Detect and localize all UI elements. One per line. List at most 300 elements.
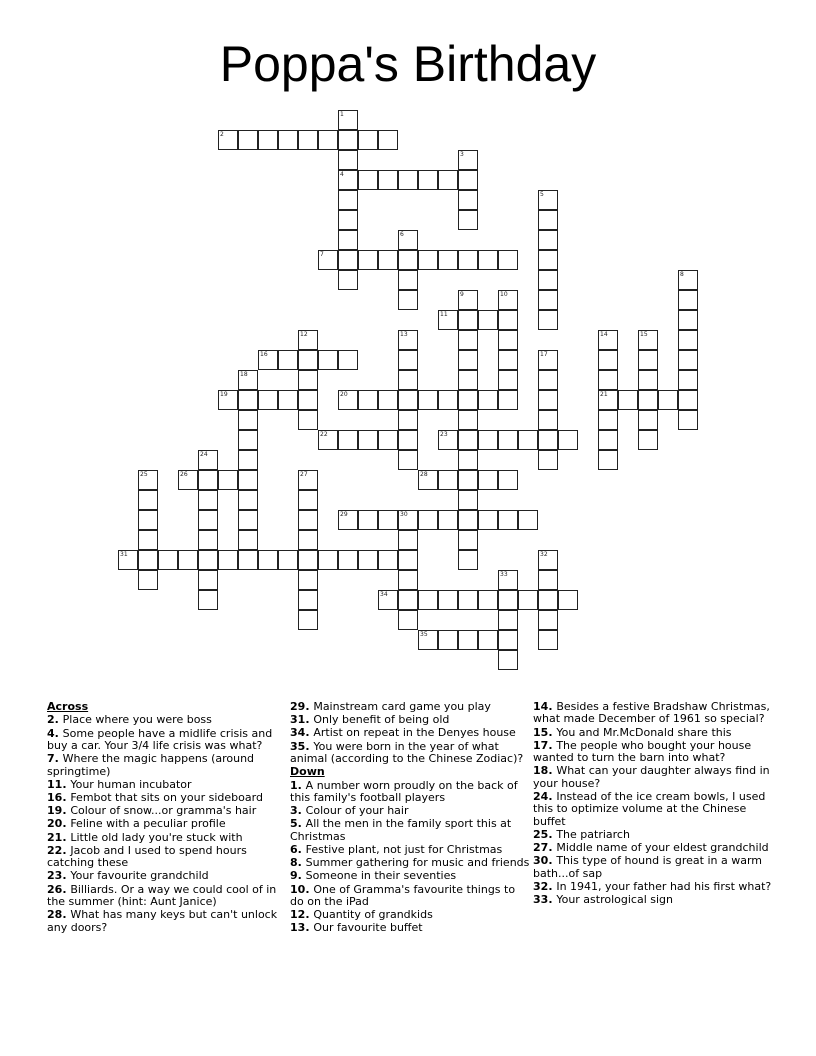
grid-cell[interactable] (458, 510, 478, 530)
clue-number-dot: . (548, 725, 557, 739)
grid-cell[interactable] (418, 250, 438, 270)
grid-cell[interactable] (478, 250, 498, 270)
grid-cell[interactable] (458, 470, 478, 490)
clue-number: 25 (533, 828, 549, 842)
grid-cell[interactable] (338, 430, 358, 450)
clue-number: 23 (47, 869, 63, 883)
clue-number-dot: . (305, 882, 314, 896)
grid-cell[interactable] (458, 630, 478, 650)
grid-cell[interactable] (238, 510, 258, 530)
clue-text: Artist on repeat in the Denyes house (313, 726, 516, 740)
grid-cell[interactable] (238, 430, 258, 450)
grid-cell[interactable] (458, 330, 478, 350)
grid-cell[interactable] (538, 210, 558, 230)
clue-number: 35 (290, 739, 306, 753)
grid-cell[interactable] (678, 270, 698, 290)
grid-cell[interactable] (238, 470, 258, 490)
cell-number: 8 (680, 271, 684, 278)
grid-cell[interactable] (458, 170, 478, 190)
grid-cell[interactable] (198, 450, 218, 470)
grid-cell[interactable] (238, 450, 258, 470)
grid-cell[interactable] (438, 310, 458, 330)
clue-number-dot: . (297, 778, 306, 792)
grid-cell[interactable] (298, 130, 318, 150)
grid-cell[interactable] (678, 410, 698, 430)
grid-cell[interactable] (338, 110, 358, 130)
grid-cell[interactable] (398, 250, 418, 270)
grid-cell[interactable] (238, 410, 258, 430)
clue-text: Summer gathering for music and friends (305, 856, 530, 870)
down-clue (290, 780, 530, 805)
grid-cell[interactable] (458, 150, 478, 170)
grid-cell[interactable] (538, 350, 558, 370)
cell-number: 29 (340, 511, 348, 518)
across-clue (290, 741, 530, 766)
clue-number: 34 (290, 726, 306, 740)
grid-cell[interactable] (398, 590, 418, 610)
grid-cell[interactable] (378, 390, 398, 410)
clue-number-dot: . (62, 804, 71, 818)
grid-cell[interactable] (498, 610, 518, 630)
down-clue (533, 765, 773, 790)
grid-cell[interactable] (498, 290, 518, 310)
grid-cell[interactable] (298, 570, 318, 590)
grid-cell[interactable] (418, 590, 438, 610)
grid-cell[interactable] (238, 490, 258, 510)
grid-cell[interactable] (598, 410, 618, 430)
grid-cell[interactable] (538, 410, 558, 430)
grid-cell[interactable] (538, 370, 558, 390)
grid-cell[interactable] (478, 310, 498, 330)
clue-text: All the men in the family sport this at Christmas (290, 817, 512, 843)
clue-text: Some people have a midlife crisis and buy a car. Your 3/4 life crisis was what? (47, 726, 273, 753)
grid-cell[interactable] (398, 330, 418, 350)
grid-cell[interactable] (198, 590, 218, 610)
clue-text: Festive plant, not just for Christmas (305, 843, 503, 857)
grid-cell[interactable] (298, 490, 318, 510)
grid-cell[interactable] (498, 430, 518, 450)
grid-cell[interactable] (458, 590, 478, 610)
cell-number: 18 (240, 371, 248, 378)
grid-cell[interactable] (318, 250, 338, 270)
grid-cell[interactable] (338, 510, 358, 530)
grid-cell[interactable] (298, 370, 318, 390)
clue-number-dot: . (548, 828, 557, 842)
grid-cell[interactable] (478, 390, 498, 410)
grid-cell[interactable] (358, 390, 378, 410)
grid-cell[interactable] (558, 590, 578, 610)
clue-text: Feline with a peculiar profile (70, 817, 226, 831)
cell-number: 14 (600, 331, 608, 338)
grid-cell[interactable] (378, 250, 398, 270)
grid-cell[interactable] (478, 430, 498, 450)
grid-cell[interactable] (218, 130, 238, 150)
grid-cell[interactable] (498, 650, 518, 670)
grid-cell[interactable] (358, 550, 378, 570)
grid-cell[interactable] (278, 130, 298, 150)
grid-cell[interactable] (538, 250, 558, 270)
grid-cell[interactable] (438, 250, 458, 270)
grid-cell[interactable] (178, 550, 198, 570)
grid-cell[interactable] (398, 390, 418, 410)
clues-column-1 (47, 701, 287, 935)
grid-cell[interactable] (538, 610, 558, 630)
grid-cell[interactable] (538, 450, 558, 470)
grid-cell[interactable] (238, 530, 258, 550)
clue-number-dot: . (548, 880, 557, 894)
grid-cell[interactable] (538, 310, 558, 330)
grid-cell[interactable] (378, 170, 398, 190)
grid-cell[interactable] (358, 250, 378, 270)
grid-cell[interactable] (318, 350, 338, 370)
grid-cell[interactable] (338, 550, 358, 570)
grid-cell[interactable] (498, 350, 518, 370)
grid-cell[interactable] (398, 530, 418, 550)
grid-cell[interactable] (238, 370, 258, 390)
grid-cell[interactable] (278, 550, 298, 570)
down-heading: Down (290, 765, 325, 779)
grid-cell[interactable] (378, 130, 398, 150)
grid-cell[interactable] (358, 430, 378, 450)
grid-cell[interactable] (298, 550, 318, 570)
grid-cell[interactable] (598, 330, 618, 350)
clue-text: Fembot that sits on your sideboard (70, 791, 263, 805)
clue-number-dot: . (297, 869, 306, 883)
grid-cell[interactable] (478, 510, 498, 530)
grid-cell[interactable] (398, 230, 418, 250)
grid-cell[interactable] (498, 470, 518, 490)
grid-cell[interactable] (338, 130, 358, 150)
grid-cell[interactable] (278, 390, 298, 410)
clue-text: The patriarch (556, 828, 630, 842)
grid-cell[interactable] (258, 350, 278, 370)
clue-number: 8 (290, 856, 298, 870)
grid-cell[interactable] (138, 550, 158, 570)
grid-cell[interactable] (398, 270, 418, 290)
grid-cell[interactable] (198, 490, 218, 510)
grid-cell[interactable] (378, 430, 398, 450)
grid-cell[interactable] (458, 290, 478, 310)
grid-cell[interactable] (378, 510, 398, 530)
grid-cell[interactable] (118, 550, 138, 570)
grid-cell[interactable] (358, 510, 378, 530)
grid-cell[interactable] (338, 210, 358, 230)
grid-cell[interactable] (238, 550, 258, 570)
cell-number: 34 (380, 591, 388, 598)
grid-cell[interactable] (458, 430, 478, 450)
grid-cell[interactable] (498, 370, 518, 390)
grid-cell[interactable] (458, 350, 478, 370)
grid-cell[interactable] (198, 510, 218, 530)
across-clue (47, 818, 287, 830)
grid-cell[interactable] (318, 130, 338, 150)
grid-cell[interactable] (478, 630, 498, 650)
grid-cell[interactable] (418, 630, 438, 650)
grid-cell[interactable] (218, 470, 238, 490)
grid-cell[interactable] (238, 390, 258, 410)
clue-number-dot: . (54, 726, 63, 740)
grid-cell[interactable] (138, 490, 158, 510)
grid-cell[interactable] (678, 310, 698, 330)
cell-number: 21 (600, 391, 608, 398)
grid-cell[interactable] (338, 390, 358, 410)
clue-number: 17 (533, 738, 549, 752)
grid-cell[interactable] (398, 450, 418, 470)
cell-number: 9 (460, 291, 464, 298)
grid-cell[interactable] (238, 130, 258, 150)
clue-number: 22 (47, 843, 63, 857)
grid-cell[interactable] (158, 550, 178, 570)
grid-cell[interactable] (338, 270, 358, 290)
grid-cell[interactable] (258, 550, 278, 570)
grid-cell[interactable] (498, 630, 518, 650)
clues-column-2 (290, 701, 530, 936)
grid-cell[interactable] (458, 210, 478, 230)
down-clue (290, 844, 530, 856)
clue-number: 30 (533, 854, 549, 868)
grid-cell[interactable] (458, 190, 478, 210)
clue-text: Your human incubator (70, 777, 192, 791)
grid-cell[interactable] (678, 390, 698, 410)
grid-cell[interactable] (538, 190, 558, 210)
grid-cell[interactable] (638, 390, 658, 410)
grid-cell[interactable] (658, 390, 678, 410)
grid-cell[interactable] (638, 430, 658, 450)
cell-number: 3 (460, 151, 464, 158)
grid-cell[interactable] (298, 610, 318, 630)
grid-cell[interactable] (318, 550, 338, 570)
grid-cell[interactable] (458, 250, 478, 270)
grid-cell[interactable] (478, 470, 498, 490)
grid-cell[interactable] (138, 570, 158, 590)
down-clue (290, 884, 530, 909)
grid-cell[interactable] (198, 470, 218, 490)
grid-cell[interactable] (538, 550, 558, 570)
grid-cell[interactable] (678, 330, 698, 350)
grid-cell[interactable] (598, 370, 618, 390)
clue-text: Colour of snow...or gramma's hair (70, 804, 257, 818)
clue-number-dot: . (62, 843, 71, 857)
grid-cell[interactable] (538, 290, 558, 310)
clue-number-dot: . (62, 908, 71, 922)
grid-cell[interactable] (398, 410, 418, 430)
clue-number-dot: . (305, 921, 314, 935)
grid-cell[interactable] (678, 370, 698, 390)
grid-cell[interactable] (418, 470, 438, 490)
grid-cell[interactable] (198, 550, 218, 570)
grid-cell[interactable] (298, 470, 318, 490)
clue-number: 16 (47, 791, 63, 805)
grid-cell[interactable] (438, 510, 458, 530)
down-clue (290, 909, 530, 921)
grid-cell[interactable] (138, 470, 158, 490)
grid-cell[interactable] (298, 510, 318, 530)
grid-cell[interactable] (338, 250, 358, 270)
grid-cell[interactable] (498, 390, 518, 410)
grid-cell[interactable] (138, 530, 158, 550)
grid-cell[interactable] (498, 570, 518, 590)
grid-cell[interactable] (278, 350, 298, 370)
grid-cell[interactable] (418, 170, 438, 190)
clue-text: What can your daughter always find in your house? (533, 764, 770, 790)
grid-cell[interactable] (438, 170, 458, 190)
cell-number: 27 (300, 471, 308, 478)
clue-text: You were born in the year of what animal (according to the Chinese Zodiac)? (290, 739, 524, 766)
grid-cell[interactable] (398, 510, 418, 530)
cell-number: 33 (500, 571, 508, 578)
grid-cell[interactable] (558, 430, 578, 450)
clue-number: 9 (290, 869, 298, 883)
across-clue (47, 870, 287, 882)
grid-cell[interactable] (338, 350, 358, 370)
across-clue (47, 805, 287, 817)
grid-cell[interactable] (678, 350, 698, 370)
grid-cell[interactable] (358, 130, 378, 150)
clue-number-dot: . (54, 752, 63, 766)
grid-cell[interactable] (538, 590, 558, 610)
grid-cell[interactable] (418, 510, 438, 530)
grid-cell[interactable] (498, 310, 518, 330)
down-clue (290, 818, 530, 843)
grid-cell[interactable] (398, 430, 418, 450)
grid-cell[interactable] (458, 390, 478, 410)
grid-cell[interactable] (458, 310, 478, 330)
clue-text: Little old lady you're stuck with (70, 830, 243, 844)
clue-number-dot: . (548, 854, 557, 868)
grid-cell[interactable] (398, 350, 418, 370)
grid-cell[interactable] (538, 630, 558, 650)
cell-number: 25 (140, 471, 148, 478)
grid-cell[interactable] (638, 370, 658, 390)
grid-cell[interactable] (298, 390, 318, 410)
clue-number-dot: . (297, 856, 306, 870)
grid-cell[interactable] (598, 390, 618, 410)
grid-cell[interactable] (398, 610, 418, 630)
grid-cell[interactable] (438, 630, 458, 650)
grid-cell[interactable] (338, 190, 358, 210)
grid-cell[interactable] (198, 530, 218, 550)
grid-cell[interactable] (458, 410, 478, 430)
grid-cell[interactable] (298, 350, 318, 370)
grid-cell[interactable] (538, 270, 558, 290)
grid-cell[interactable] (618, 390, 638, 410)
grid-cell[interactable] (518, 590, 538, 610)
grid-cell[interactable] (298, 590, 318, 610)
clue-text: Billiards. Or a way we could cool of in the summer (hint: Aunt Janice) (47, 882, 277, 909)
down-clue (533, 829, 773, 841)
clue-number: 6 (290, 843, 298, 857)
grid-cell[interactable] (638, 410, 658, 430)
grid-cell[interactable] (398, 370, 418, 390)
grid-cell[interactable] (338, 230, 358, 250)
clues-column-3 (533, 701, 773, 907)
grid-cell[interactable] (678, 290, 698, 310)
grid-cell[interactable] (498, 250, 518, 270)
grid-cell[interactable] (438, 470, 458, 490)
clue-number-dot: . (548, 790, 557, 804)
grid-cell[interactable] (538, 430, 558, 450)
grid-cell[interactable] (638, 350, 658, 370)
grid-cell[interactable] (398, 290, 418, 310)
grid-cell[interactable] (458, 490, 478, 510)
grid-cell[interactable] (218, 550, 238, 570)
cell-number: 30 (400, 511, 408, 518)
grid-cell[interactable] (458, 370, 478, 390)
grid-cell[interactable] (378, 590, 398, 610)
clue-number: 21 (47, 830, 63, 844)
grid-cell[interactable] (298, 330, 318, 350)
clue-text: Someone in their seventies (305, 869, 457, 883)
cell-number: 7 (320, 251, 324, 258)
clue-text: Where the magic happens (around springtime) (47, 752, 255, 778)
grid-cell[interactable] (538, 390, 558, 410)
clue-text: The people who bought your house wanted to turn the barn into what? (533, 738, 752, 765)
grid-cell[interactable] (398, 550, 418, 570)
grid-cell[interactable] (198, 570, 218, 590)
grid-cell[interactable] (518, 510, 538, 530)
grid-cell[interactable] (458, 450, 478, 470)
grid-cell[interactable] (478, 590, 498, 610)
clue-text: What has many keys but can't unlock any doors? (47, 908, 278, 934)
grid-cell[interactable] (458, 530, 478, 550)
clue-number: 14 (533, 700, 549, 713)
grid-cell[interactable] (138, 510, 158, 530)
grid-cell[interactable] (338, 150, 358, 170)
clue-text: Your favourite grandchild (70, 869, 209, 883)
grid-cell[interactable] (218, 390, 238, 410)
clue-number-dot: . (62, 869, 71, 883)
grid-cell[interactable] (298, 410, 318, 430)
grid-cell[interactable] (498, 590, 518, 610)
down-clue (533, 855, 773, 880)
grid-cell[interactable] (258, 130, 278, 150)
grid-cell[interactable] (438, 430, 458, 450)
grid-cell[interactable] (438, 390, 458, 410)
cell-number: 28 (420, 471, 428, 478)
grid-cell[interactable] (398, 570, 418, 590)
grid-cell[interactable] (458, 550, 478, 570)
grid-cell[interactable] (518, 430, 538, 450)
grid-cell[interactable] (638, 330, 658, 350)
clue-number-dot: . (305, 700, 314, 713)
grid-cell[interactable] (178, 470, 198, 490)
grid-cell[interactable] (498, 510, 518, 530)
grid-cell[interactable] (538, 230, 558, 250)
grid-cell[interactable] (298, 530, 318, 550)
grid-cell[interactable] (418, 390, 438, 410)
clue-number-dot: . (62, 791, 71, 805)
grid-cell[interactable] (598, 450, 618, 470)
cell-number: 22 (320, 431, 328, 438)
clue-number-dot: . (62, 817, 71, 831)
clue-number-dot: . (62, 882, 71, 896)
grid-cell[interactable] (358, 170, 378, 190)
grid-cell[interactable] (318, 430, 338, 450)
grid-cell[interactable] (498, 330, 518, 350)
grid-cell[interactable] (538, 570, 558, 590)
clue-number-dot: . (305, 713, 314, 727)
grid-cell[interactable] (438, 590, 458, 610)
cell-number: 19 (220, 391, 228, 398)
grid-cell[interactable] (258, 390, 278, 410)
cell-number: 32 (540, 551, 548, 558)
grid-cell[interactable] (378, 550, 398, 570)
grid-cell[interactable] (398, 170, 418, 190)
grid-cell[interactable] (598, 350, 618, 370)
grid-cell[interactable] (598, 430, 618, 450)
grid-cell[interactable] (338, 170, 358, 190)
clue-number: 1 (290, 778, 298, 792)
